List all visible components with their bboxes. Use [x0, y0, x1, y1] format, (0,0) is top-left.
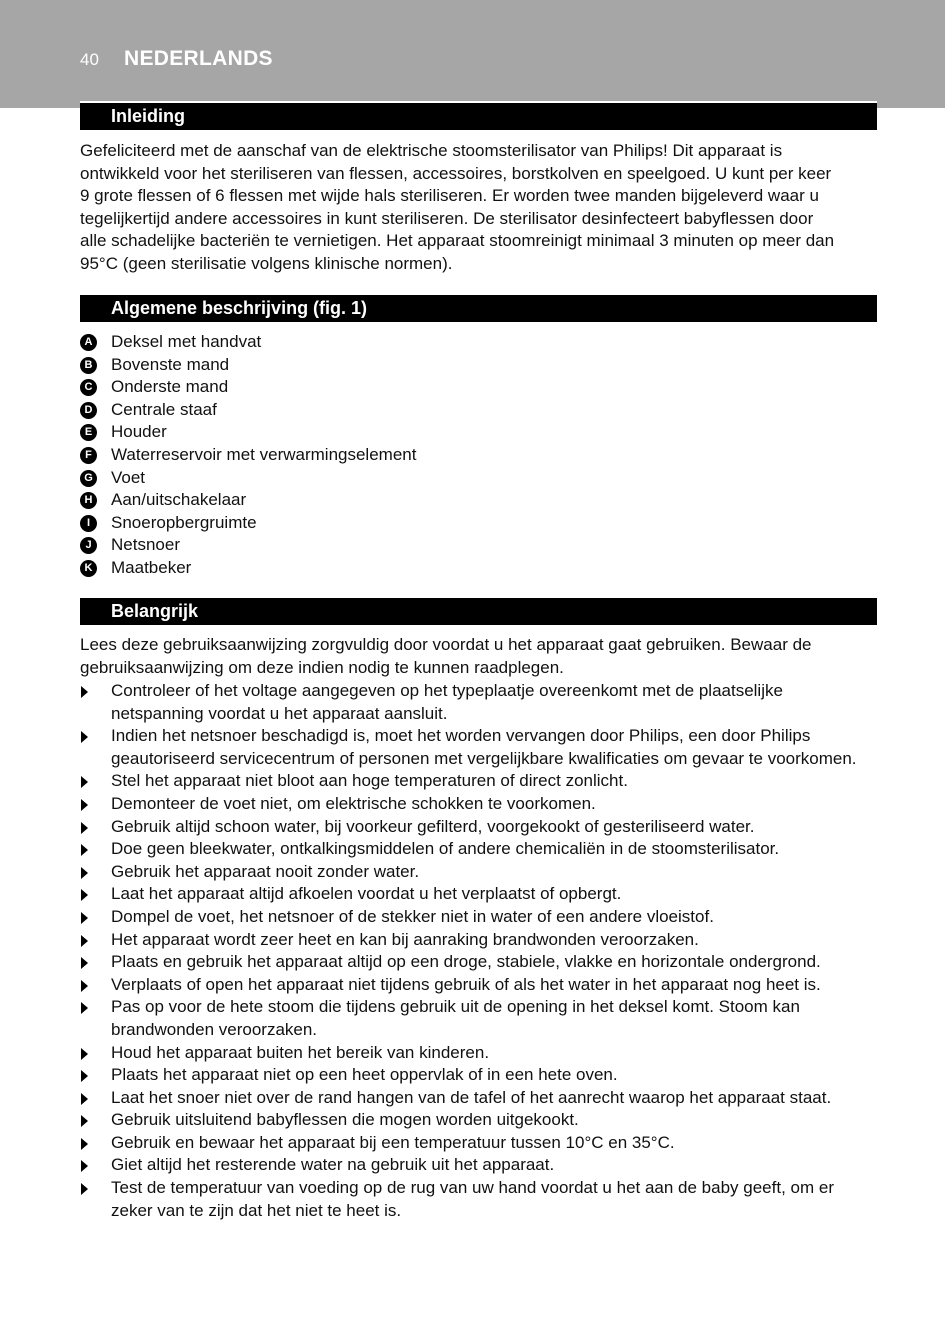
warning-text: Dompel de voet, het netsnoer of de stekker niet in water of een andere vloeistof.	[111, 906, 714, 926]
warning-item	[80, 1132, 880, 1155]
warning-list	[80, 680, 880, 1222]
bullet-arrow-icon	[81, 980, 88, 992]
bullet-arrow-icon	[81, 889, 88, 901]
part-item	[80, 512, 416, 535]
bullet-arrow-icon	[81, 935, 88, 947]
part-item	[80, 557, 416, 580]
text-line: alle schadelijke bacteriën te vernietigen. Het apparaat stoomreinigt minimaal 3 minuten op meer dan	[80, 231, 835, 251]
warning-item	[80, 1064, 880, 1087]
part-label: Centrale staaf	[111, 399, 217, 419]
text-line: gebruiksaanwijzing om deze indien nodig te kunnen raadplegen.	[80, 657, 564, 677]
letter-badge: J	[80, 537, 97, 554]
text-line: Lees deze gebruiksaanwijzing zorgvuldig door voordat u het apparaat gaat gebruiken. Bewaar de	[80, 635, 812, 654]
header-band	[0, 0, 945, 108]
part-item	[80, 331, 416, 354]
letter-badge: E	[80, 424, 97, 441]
warning-item	[80, 1087, 880, 1110]
warning-text: Controleer of het voltage aangegeven op het typeplaatje overeenkomt met de plaatselijke netspanning voordat u het apparaat aansluit.	[111, 681, 783, 723]
letter-badge: I	[80, 515, 97, 532]
warning-item	[80, 1154, 880, 1177]
part-item	[80, 467, 416, 490]
letter-badge: F	[80, 447, 97, 464]
bullet-arrow-icon	[81, 731, 88, 743]
warning-text: Doe geen bleekwater, ontkalkingsmiddelen of andere chemicaliën in de stoomsterilisator.	[111, 839, 780, 859]
important-intro	[80, 634, 880, 679]
section-heading-important	[80, 596, 877, 625]
warning-text: Demonteer de voet niet, om elektrische schokken te voorkomen.	[111, 793, 596, 813]
part-label: Deksel met handvat	[111, 332, 262, 351]
letter-badge: D	[80, 402, 97, 419]
part-label: Onderste mand	[111, 377, 229, 397]
section-heading-label: Belangrijk	[111, 601, 199, 621]
bullet-arrow-icon	[81, 1070, 88, 1082]
part-item	[80, 444, 416, 467]
page-number: 40	[80, 50, 99, 69]
bullet-arrow-icon	[81, 867, 88, 879]
warning-text: Laat het snoer niet over de rand hangen van de tafel of het aanrecht waarop het apparaat staat.	[111, 1087, 832, 1107]
warning-item	[80, 906, 880, 929]
language-title: NEDERLANDS	[124, 47, 273, 70]
warning-item	[80, 929, 880, 952]
part-label: Bovenste mand	[111, 354, 230, 374]
warning-text: Gebruik altijd schoon water, bij voorkeur gefilterd, voorgekookt of gesteriliseerd water.	[111, 816, 755, 836]
section-heading-description	[80, 293, 877, 322]
bullet-arrow-icon	[81, 1138, 88, 1150]
letter-badge: G	[80, 470, 97, 487]
warning-text: Laat het apparaat altijd afkoelen voordat u het verplaatst of opbergt.	[111, 884, 622, 904]
part-label: Voet	[111, 467, 146, 487]
warning-item	[80, 1177, 880, 1222]
warning-item	[80, 816, 880, 839]
text-line: Gefeliciteerd met de aanschaf van de elektrische stoomsterilisator van Philips! Dit apparaat is	[80, 141, 783, 160]
warning-text: Verplaats of open het apparaat niet tijdens gebruik of als het water in het apparaat nog heet is.	[111, 974, 821, 994]
bullet-arrow-icon	[81, 1093, 88, 1105]
warning-text: Plaats en gebruik het apparaat altijd op een droge, stabiele, vlakke en horizontale ondergrond.	[111, 952, 821, 972]
warning-text: Test de temperatuur van voeding op de rug van uw hand voordat u het aan de baby geeft, om er zeker van te zijn dat het niet te heet is.	[111, 1178, 834, 1220]
bullet-arrow-icon	[81, 1002, 88, 1014]
warning-item	[80, 770, 880, 793]
part-label: Maatbeker	[111, 557, 192, 577]
warning-text: Stel het apparaat niet bloot aan hoge temperaturen of direct zonlicht.	[111, 771, 628, 791]
bullet-arrow-icon	[81, 686, 88, 698]
bullet-arrow-icon	[81, 912, 88, 924]
warning-text: Gebruik het apparaat nooit zonder water.	[111, 861, 420, 881]
warning-item	[80, 1109, 880, 1132]
warning-text: Gebruik uitsluitend babyflessen die mogen worden uitgekookt.	[111, 1110, 579, 1130]
section-heading-intro	[80, 101, 877, 130]
warning-text: Het apparaat wordt zeer heet en kan bij aanraking brandwonden veroorzaken.	[111, 929, 699, 949]
section-heading-label: Algemene beschrijving (fig. 1)	[111, 298, 368, 318]
warning-item	[80, 680, 880, 725]
part-label: Netsnoer	[111, 535, 180, 555]
warning-text: Gebruik en bewaar het apparaat bij een temperatuur tussen 10°C en 35°C.	[111, 1132, 675, 1152]
warning-item	[80, 974, 880, 997]
part-item	[80, 421, 416, 444]
text-line: 95°C (geen sterilisatie volgens klinische normen).	[80, 253, 453, 273]
part-item	[80, 354, 416, 377]
bullet-arrow-icon	[81, 799, 88, 811]
text-line: ontwikkeld voor het steriliseren van flessen, accessoires, borstkolven en speelgoed. U kunt per keer	[80, 163, 832, 183]
section-heading-label: Inleiding	[111, 106, 185, 126]
parts-list	[80, 331, 416, 580]
letter-badge: A	[80, 334, 97, 351]
warning-item	[80, 793, 880, 816]
part-item	[80, 534, 416, 557]
part-label: Waterreservoir met verwarmingselement	[111, 444, 417, 464]
part-label: Snoeropbergruimte	[111, 512, 257, 532]
warning-item	[80, 838, 880, 861]
bullet-arrow-icon	[81, 844, 88, 856]
part-item	[80, 489, 416, 512]
bullet-arrow-icon	[81, 1160, 88, 1172]
text-line: 9 grote flessen of 6 flessen met wijde hals steriliseren. Er worden twee manden bijgeleverd waar u	[80, 186, 819, 206]
warning-item	[80, 861, 880, 884]
bullet-arrow-icon	[81, 1048, 88, 1060]
intro-paragraph	[80, 140, 880, 276]
part-label: Aan/uitschakelaar	[111, 490, 247, 510]
warning-item	[80, 725, 880, 770]
part-label: Houder	[111, 422, 167, 442]
warning-item	[80, 996, 880, 1041]
text-line: tegelijkertijd andere accessoires in kunt steriliseren. De sterilisator desinfecteert babyflessen door	[80, 208, 814, 228]
warning-item	[80, 1042, 880, 1065]
letter-badge: H	[80, 492, 97, 509]
bullet-arrow-icon	[81, 1115, 88, 1127]
warning-text: Pas op voor de hete stoom die tijdens gebruik uit de opening in het deksel komt. Stoom kan brandwonden veroorzaken.	[111, 997, 800, 1039]
warning-text: Indien het netsnoer beschadigd is, moet het worden vervangen door Philips, een door Philips geautoriseerd servicecentrum of personen met vergelijkbare kwalificaties om gevaar te voorkomen.	[111, 726, 857, 768]
warning-item	[80, 951, 880, 974]
bullet-arrow-icon	[81, 957, 88, 969]
warning-text: Houd het apparaat buiten het bereik van kinderen.	[111, 1042, 490, 1062]
warning-text: Giet altijd het resterende water na gebruik uit het apparaat.	[111, 1155, 555, 1175]
part-item	[80, 399, 416, 422]
letter-badge: C	[80, 379, 97, 396]
letter-badge: B	[80, 357, 97, 374]
bullet-arrow-icon	[81, 776, 88, 788]
part-item	[80, 376, 416, 399]
warning-text: Plaats het apparaat niet op een heet oppervlak of in een hete oven.	[111, 1065, 618, 1085]
letter-badge: K	[80, 560, 97, 577]
bullet-arrow-icon	[81, 822, 88, 834]
bullet-arrow-icon	[81, 1183, 88, 1195]
warning-item	[80, 883, 880, 906]
